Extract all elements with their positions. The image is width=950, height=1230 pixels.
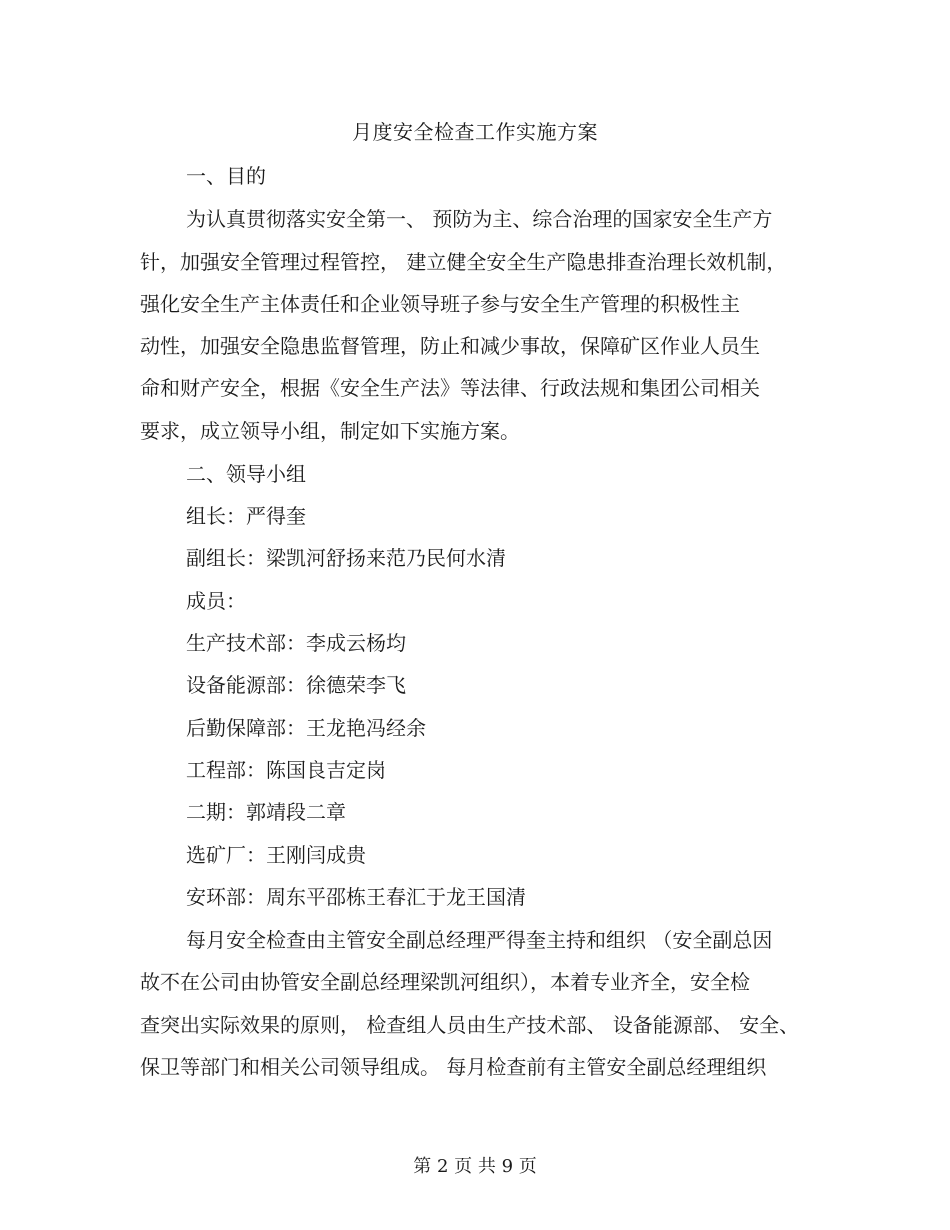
document-title: 月度安全检查工作实施方案 [352,120,598,144]
paragraph-line: 要求，成立领导小组，制定如下实施方案。 [140,419,520,443]
list-item: 设备能源部：徐德荣李飞 [186,673,406,697]
list-item: 安环部：周东平邵栋王春汇于龙王国清 [186,885,526,909]
list-item: 选矿厂：王刚闫成贵 [186,843,366,867]
list-item: 工程部：陈国良吉定岗 [186,758,386,782]
paragraph-line: 为认真贯彻落实安全第一、 预防为主、综合治理的国家安全生产方 [186,207,773,231]
paragraph-line: 每月安全检查由主管安全副总经理严得奎主持和组织 （安全副总因 [186,928,773,952]
page-footer: 第 2 页 共 9 页 [413,1156,537,1177]
paragraph-line: 保卫等部门和相关公司领导组成。 每月检查前有主管安全副总经理组织 [140,1055,767,1079]
paragraph-line: 强化安全生产主体责任和企业领导班子参与安全生产管理的积极性主 [140,292,740,316]
paragraph-line: 针，加强安全管理过程管控， 建立健全安全生产隐患排查治理长效机制， [140,250,787,274]
paragraph-line: 故不在公司由协管安全副总经理梁凯河组织），本着专业齐全，安全检 [140,970,750,994]
list-item: 生产技术部：李成云杨均 [186,631,406,655]
list-item: 二期：郭靖段二章 [186,800,346,824]
paragraph-line: 查突出实际效果的原则， 检查组人员由生产技术部、 设备能源部、 安全、 [140,1013,800,1037]
section-heading-leadership: 二、领导小组 [186,462,306,486]
section-heading-purpose: 一、目的 [186,164,266,188]
list-item: 副组长：梁凯河舒扬来范乃民何水清 [186,546,506,570]
paragraph-line: 命和财产安全，根据《安全生产法》等法律、行政法规和集团公司相关 [140,376,760,400]
list-item: 后勤保障部：王龙艳冯经余 [186,716,426,740]
list-item: 成员： [186,589,246,613]
paragraph-line: 动性，加强安全隐患监督管理，防止和减少事故，保障矿区作业人员生 [140,334,760,358]
list-item: 组长：严得奎 [186,504,306,528]
